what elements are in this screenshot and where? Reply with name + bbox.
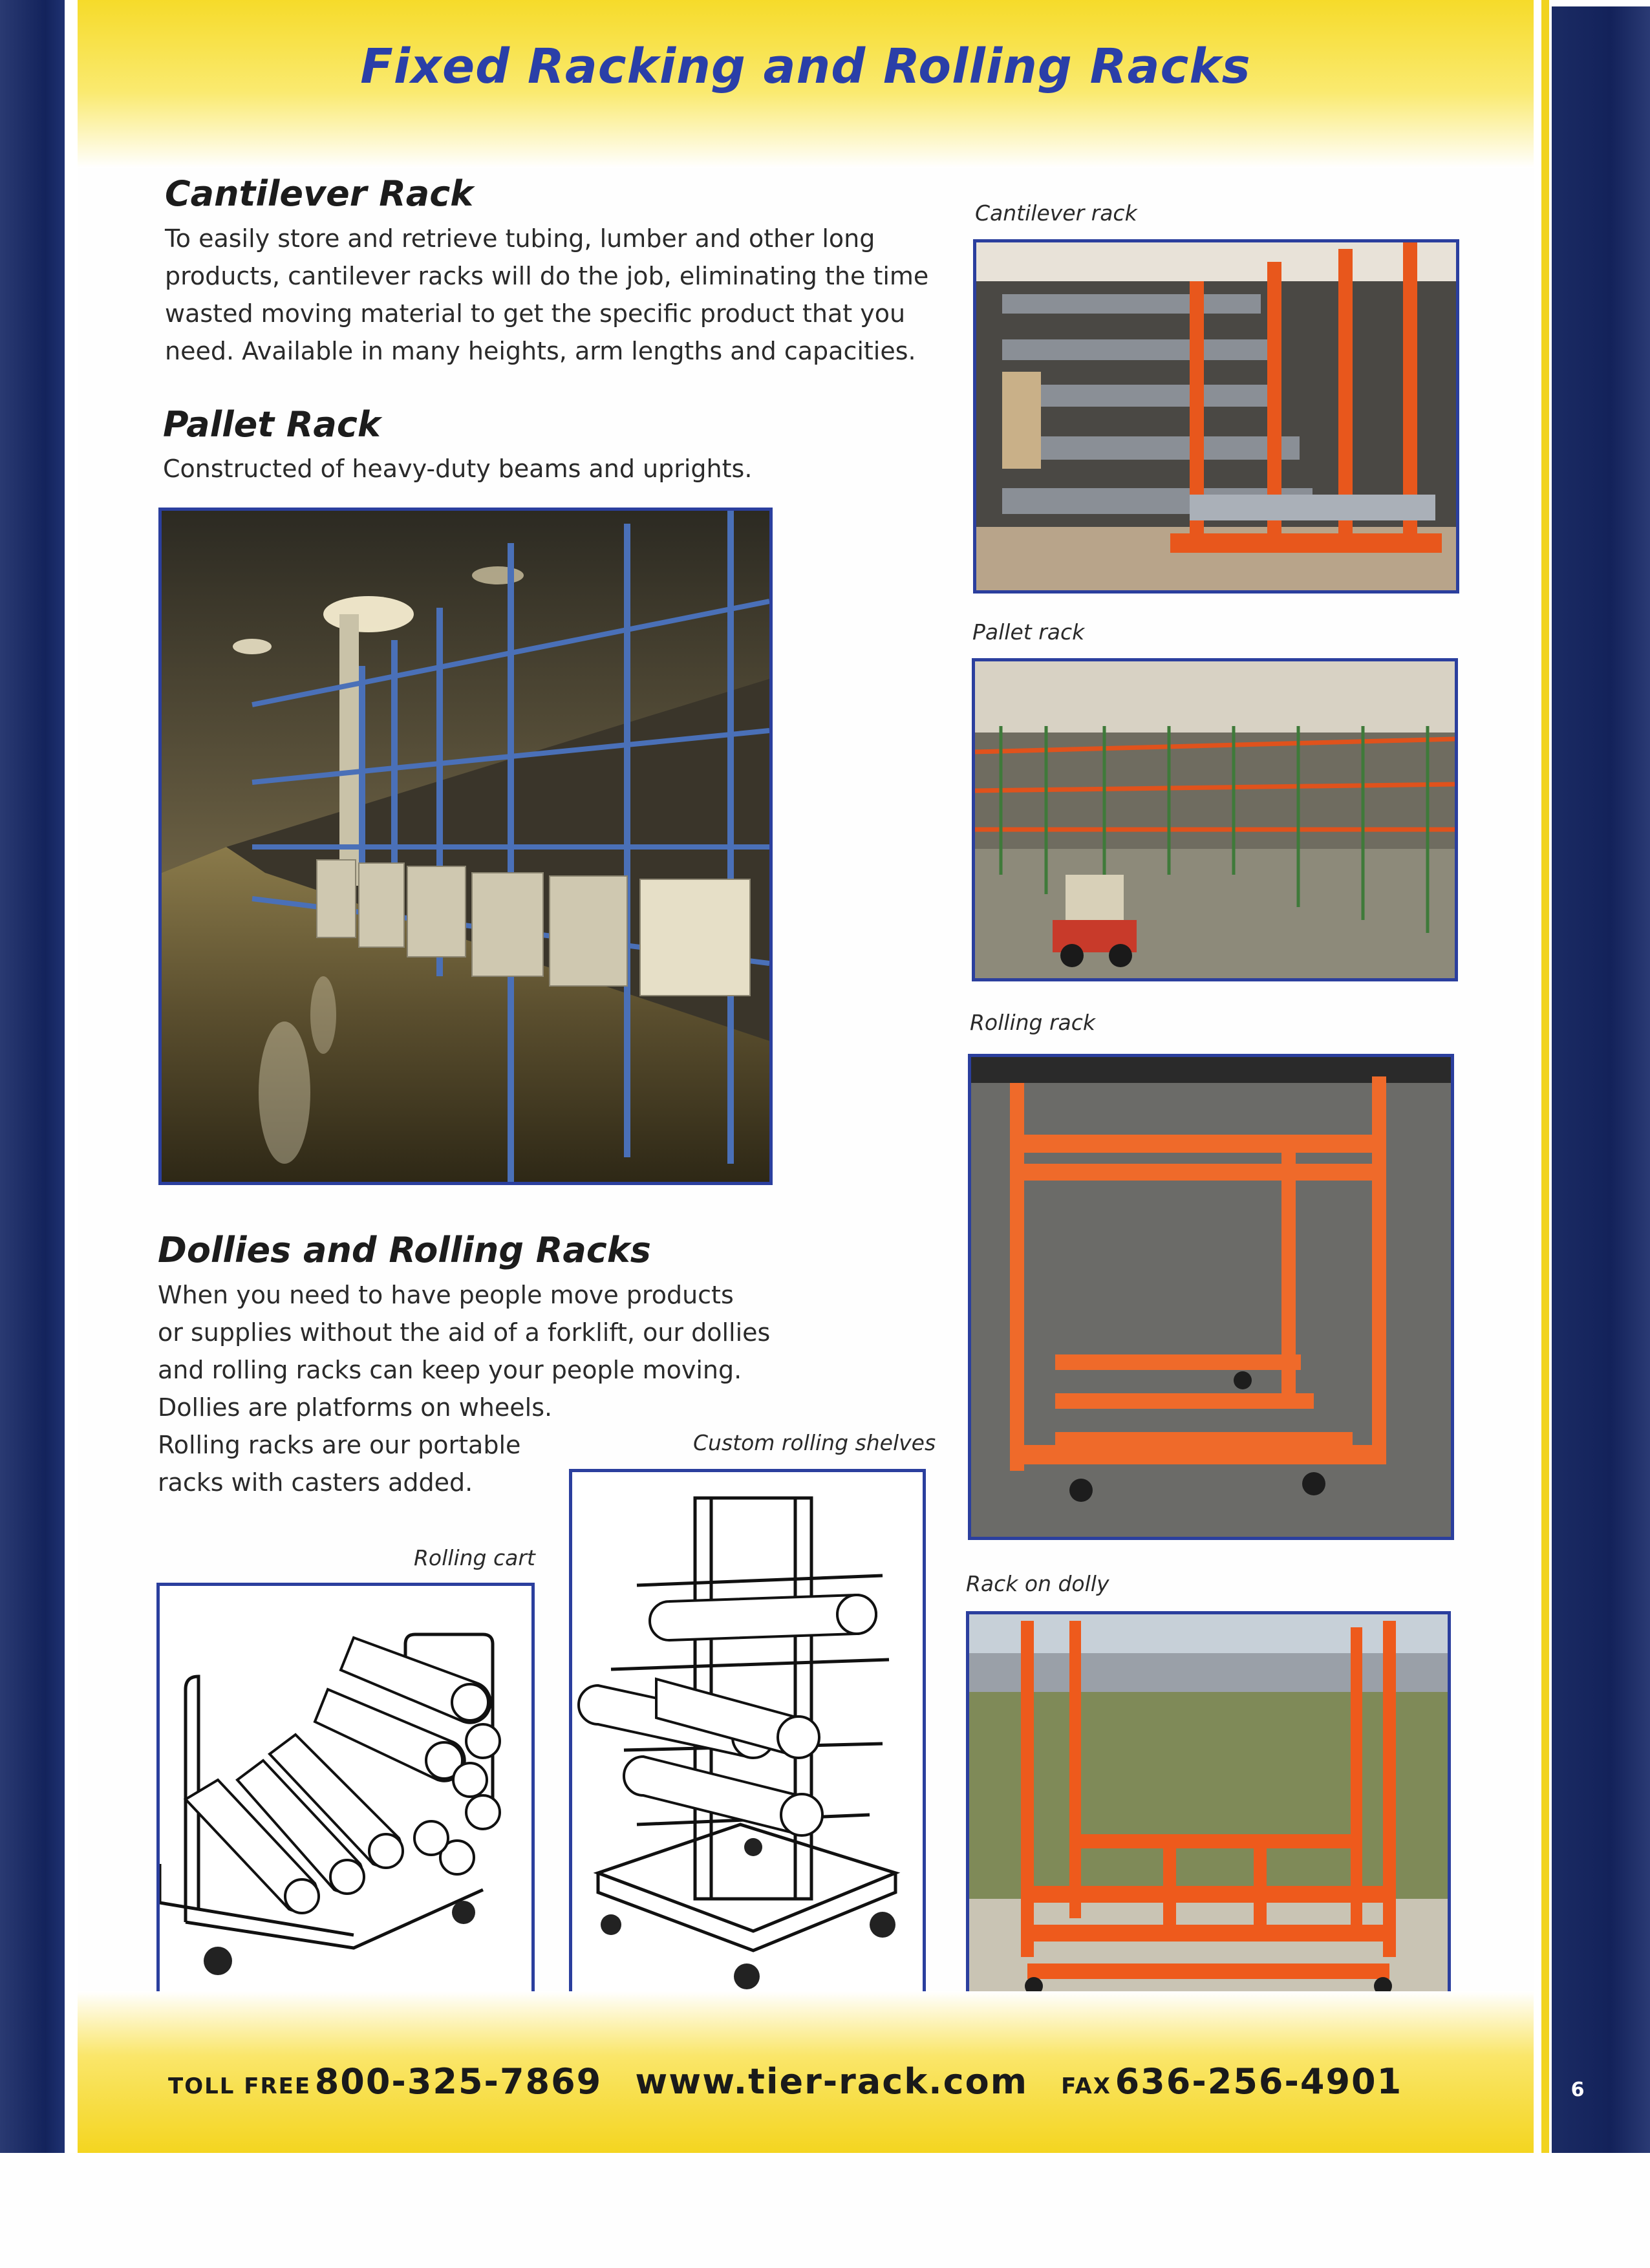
left-side-bar: [0, 0, 65, 2153]
rolling-cart-illustration: [160, 1586, 531, 1995]
right-side-bar: [1552, 6, 1650, 2153]
dollies-heading: Dollies and Rolling Racks: [158, 1230, 651, 1270]
right-white-stripe: [1534, 0, 1541, 2153]
dollies-line: Rolling racks are our portable: [158, 1431, 521, 1459]
footer-contact-line: [168, 2061, 1402, 2102]
dollies-line: When you need to have people move products: [158, 1281, 734, 1309]
cantilever-rack-text: [165, 220, 980, 370]
cantilever-rack-illustration: [976, 242, 1456, 590]
rolling-shelves-illustration: [572, 1472, 923, 1996]
rolling-cart-caption: Rolling cart: [414, 1545, 535, 1570]
rolling-cart-drawing: [156, 1583, 535, 1998]
dollies-line: or supplies without the aid of a forklift, our dollies: [158, 1318, 771, 1347]
pallet-rack-heading: Pallet Rack: [163, 404, 381, 445]
pallet-rack-illustration: [975, 661, 1455, 978]
left-bar-edge: [65, 0, 78, 2153]
fax-number: 636-256-4901: [1115, 2061, 1403, 2102]
dollies-line: and rolling racks can keep your people moving.: [158, 1356, 742, 1384]
cantilever-line: need. Available in many heights, arm lengths and capacities.: [165, 337, 916, 365]
rolling-rack-caption: Rolling rack: [970, 1010, 1096, 1035]
cantilever-rack-caption: Cantilever rack: [975, 200, 1137, 226]
pallet-line: Constructed of heavy-duty beams and uprights.: [163, 455, 753, 483]
warehouse-pallet-rack-photo: [158, 508, 773, 1185]
rolling-rack-illustration: [971, 1057, 1451, 1537]
cantilever-line: products, cantilever racks will do the job, eliminating the time: [165, 262, 929, 290]
dollies-line: Dollies are platforms on wheels.: [158, 1393, 553, 1422]
toll-free-number[interactable]: 800-325-7869: [314, 2061, 603, 2102]
custom-rolling-shelves-drawing: [569, 1469, 926, 1999]
page-number: 6: [1570, 2079, 1585, 2101]
pallet-rack-text: [163, 450, 939, 487]
page-title: Fixed Racking and Rolling Racks: [360, 39, 1251, 94]
pallet-rack-caption: Pallet rack: [972, 619, 1085, 645]
custom-rolling-shelves-caption: Custom rolling shelves: [693, 1430, 936, 1455]
dollies-line: racks with casters added.: [158, 1468, 473, 1497]
rolling-rack-photo: [968, 1054, 1454, 1540]
cantilever-rack-photo: [973, 239, 1459, 594]
toll-free-label: TOLL FREE: [168, 2073, 312, 2099]
right-gold-stripe: [1541, 0, 1549, 2153]
cantilever-line: wasted moving material to get the specific product that you: [165, 299, 906, 328]
cantilever-rack-heading: Cantilever Rack: [165, 173, 474, 214]
rack-on-dolly-caption: Rack on dolly: [966, 1571, 1109, 1596]
pallet-rack-photo: [972, 658, 1458, 981]
warehouse-illustration: [162, 511, 769, 1182]
website-link[interactable]: www.tier-rack.com: [635, 2061, 1029, 2102]
dollies-text: [158, 1276, 869, 1501]
rack-on-dolly-illustration: [969, 1614, 1448, 2001]
fax-label: FAX: [1061, 2073, 1112, 2099]
rack-on-dolly-photo: [966, 1611, 1451, 2004]
cantilever-line: To easily store and retrieve tubing, lumber and other long: [165, 224, 875, 253]
